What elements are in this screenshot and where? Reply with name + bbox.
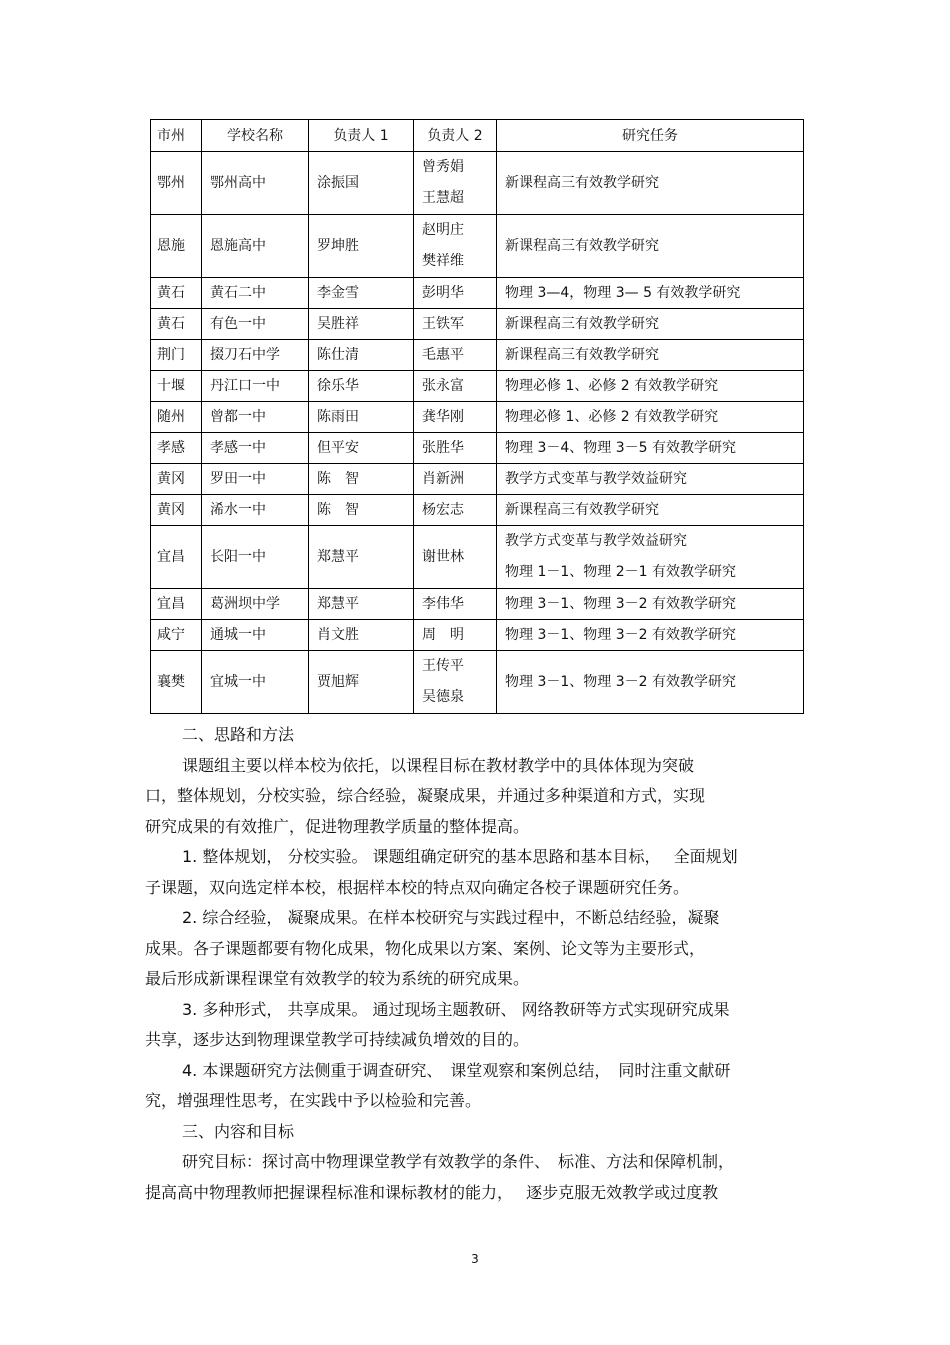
cell-lead2-line: 谢世林 (422, 548, 464, 565)
cell-lead2 (414, 589, 497, 620)
cell-school: 曾都一中 (202, 402, 309, 433)
cell-task (497, 371, 804, 402)
cell-city: 恩施 (151, 215, 202, 278)
cell-lead1: 陈仕清 (309, 340, 414, 371)
cell-task (497, 651, 804, 714)
cell-lead2-line: 龚华刚 (422, 409, 464, 425)
cell-lead2-line: 肖新洲 (422, 471, 464, 487)
table-row (151, 371, 804, 402)
cell-task-line: 物理 3—4，物理 3— 5 有效教学研究 (505, 285, 741, 301)
paragraph-line: 研究成果的有效推广，促进物理教学质量的整体提高。 (145, 816, 530, 836)
paragraph-line: 2. 综合经验， 凝聚成果。在样本校研究与实践过程中，不断总结经验，凝聚 (182, 908, 720, 927)
cell-task (497, 309, 804, 340)
cell-lead2-line: 王铁军 (422, 316, 464, 332)
page-number: 3 (471, 1252, 479, 1266)
paragraph-line: 提高高中物理教师把握课程标准和课标教材的能力， 逐步克服无效教学或过度教 (145, 1182, 719, 1202)
paragraph-line: 成果。各子课题都要有物化成果，物化成果以方案、案例、论文等为主要形式， (145, 938, 706, 958)
cell-city: 黄冈 (151, 495, 202, 526)
cell-lead2 (414, 433, 497, 464)
cell-lead1: 陈 智 (309, 464, 414, 495)
table-row (151, 152, 804, 215)
cell-lead1: 陈雨田 (309, 402, 414, 433)
cell-task (497, 340, 804, 371)
cell-task-line: 新课程高三有效教学研究 (505, 174, 659, 191)
cell-lead1: 李金雪 (309, 278, 414, 309)
table-row (151, 589, 804, 620)
cell-task-line: 物理 3－1、物理 3－2 有效教学研究 (505, 673, 736, 690)
cell-task (497, 464, 804, 495)
header-lead2: 负责人 2 (414, 120, 497, 152)
cell-task (497, 433, 804, 464)
paragraph-line: 最后形成新课程课堂有效教学的较为系统的研究成果。 (145, 969, 530, 988)
paragraph-line: 3. 多种形式， 共享成果。 通过现场主题教研、 网络教研等方式实现研究成果 (182, 999, 730, 1019)
cell-lead2 (414, 402, 497, 433)
table-row (151, 464, 804, 495)
cell-lead2-line: 毛惠平 (422, 347, 464, 363)
cell-lead1: 吴胜祥 (309, 309, 414, 340)
cell-lead2-line: 王慧超 (422, 190, 464, 206)
paragraph-line: 4. 本课题研究方法侧重于调查研究、 课堂观察和案例总结， 同时注重文献研 (182, 1060, 731, 1080)
cell-school: 罗田一中 (202, 464, 309, 495)
table-row (151, 215, 804, 278)
cell-task (497, 620, 804, 651)
cell-task (497, 278, 804, 309)
cell-lead2-line: 吴德泉 (422, 689, 464, 705)
cell-city: 黄冈 (151, 464, 202, 495)
table-row (151, 620, 804, 651)
cell-lead1: 罗坤胜 (309, 215, 414, 278)
section-heading: 二、思路和方法 (182, 725, 295, 744)
cell-task-line: 物理必修 1、必修 2 有效教学研究 (505, 378, 719, 394)
cell-lead1: 涂振国 (309, 152, 414, 215)
cell-lead2 (414, 340, 497, 371)
cell-city: 十堰 (151, 371, 202, 402)
cell-city: 襄樊 (151, 651, 202, 714)
cell-lead1: 但平安 (309, 433, 414, 464)
cell-task (497, 495, 804, 526)
cell-task-line: 物理 1－1、物理 2－1 有效教学研究 (505, 564, 736, 580)
cell-lead2 (414, 526, 497, 589)
cell-city: 宜昌 (151, 589, 202, 620)
cell-city: 黄石 (151, 278, 202, 309)
cell-school: 通城一中 (202, 620, 309, 651)
cell-lead2-line: 张胜华 (422, 440, 464, 456)
table-row (151, 495, 804, 526)
cell-school: 丹江口一中 (202, 371, 309, 402)
cell-city: 孝感 (151, 433, 202, 464)
cell-lead2-line: 樊祥维 (422, 253, 464, 269)
cell-task-line: 新课程高三有效教学研究 (505, 316, 659, 332)
cell-lead2 (414, 464, 497, 495)
cell-lead2 (414, 215, 497, 278)
cell-city: 咸宁 (151, 620, 202, 651)
cell-city: 黄石 (151, 309, 202, 340)
cell-task (497, 402, 804, 433)
cell-lead2-line: 曾秀娟 (422, 159, 464, 175)
cell-task-line: 教学方式变革与教学效益研究 (505, 533, 687, 549)
cell-school: 宜城一中 (202, 651, 309, 714)
cell-city: 随州 (151, 402, 202, 433)
cell-lead2-line: 彭明华 (422, 285, 464, 301)
cell-lead2 (414, 278, 497, 309)
header-lead1: 负责人 1 (309, 120, 414, 152)
cell-task (497, 152, 804, 215)
cell-task-line: 新课程高三有效教学研究 (505, 347, 659, 363)
cell-lead2 (414, 309, 497, 340)
paragraph-line: 研究目标：探讨高中物理课堂教学有效教学的条件、 标准、方法和保障机制， (182, 1152, 735, 1171)
cell-school: 有色一中 (202, 309, 309, 340)
cell-task-line: 物理 3－4、物理 3－5 有效教学研究 (505, 440, 736, 456)
cell-school: 葛洲坝中学 (202, 589, 309, 620)
cell-school: 孝感一中 (202, 433, 309, 464)
cell-lead2-line: 王传平 (422, 658, 464, 674)
paragraph-line: 子课题，双向选定样本校，根据样本校的特点双向确定各校子课题研究任务。 (145, 877, 690, 897)
cell-school: 掇刀石中学 (202, 340, 309, 371)
table-header-row (151, 120, 804, 152)
cell-city: 宜昌 (151, 526, 202, 589)
paragraph-line: 究，增强理性思考，在实践中予以检验和完善。 (145, 1091, 482, 1110)
header-city: 市州 (151, 120, 202, 152)
body-text (145, 720, 810, 1208)
table-row (151, 278, 804, 309)
paragraph-line: 口，整体规划，分校实验，综合经验，凝聚成果，并通过多种渠道和方式，实现 (145, 786, 706, 805)
cell-task-line: 物理必修 1、必修 2 有效教学研究 (505, 409, 719, 425)
cell-lead2 (414, 371, 497, 402)
header-task: 研究任务 (497, 120, 804, 152)
cell-task-line: 新课程高三有效教学研究 (505, 502, 659, 518)
cell-lead2 (414, 651, 497, 714)
cell-school: 鄂州高中 (202, 152, 309, 215)
cell-task (497, 526, 804, 589)
table-row (151, 526, 804, 589)
cell-lead2-line: 周 明 (422, 627, 464, 643)
cell-task-line: 物理 3－1、物理 3－2 有效教学研究 (505, 596, 736, 612)
table-row (151, 651, 804, 714)
table-row (151, 433, 804, 464)
paragraph-line: 课题组主要以样本校为依托，以课程目标在教材教学中的具体体现为突破 (182, 755, 695, 775)
cell-lead2-line: 李伟华 (422, 596, 464, 612)
cell-task (497, 589, 804, 620)
cell-task-line: 新课程高三有效教学研究 (505, 237, 659, 254)
header-school: 学校名称 (202, 120, 309, 152)
cell-lead1: 贾旭辉 (309, 651, 414, 714)
cell-city: 荆门 (151, 340, 202, 371)
table-row (151, 340, 804, 371)
paragraph-line: 1. 整体规划， 分校实验。 课题组确定研究的基本思路和基本目标， 全面规划 (182, 847, 738, 866)
cell-lead1: 肖文胜 (309, 620, 414, 651)
paragraph-line: 共享，逐步达到物理课堂教学可持续减负增效的目的。 (145, 1030, 530, 1049)
cell-lead2 (414, 152, 497, 215)
cell-task (497, 215, 804, 278)
cell-lead2-line: 杨宏志 (422, 502, 464, 518)
table-row (151, 402, 804, 433)
cell-lead1: 徐乐华 (309, 371, 414, 402)
table-row (151, 309, 804, 340)
cell-city: 鄂州 (151, 152, 202, 215)
cell-school: 浠水一中 (202, 495, 309, 526)
school-task-table (150, 119, 804, 714)
cell-lead1: 郑慧平 (309, 526, 414, 589)
cell-lead1: 郑慧平 (309, 589, 414, 620)
cell-lead2 (414, 495, 497, 526)
cell-school: 长阳一中 (202, 526, 309, 589)
cell-school: 黄石二中 (202, 278, 309, 309)
cell-school: 恩施高中 (202, 215, 309, 278)
cell-lead1: 陈 智 (309, 495, 414, 526)
cell-lead2-line: 赵明庄 (422, 222, 464, 238)
section-heading: 三、内容和目标 (182, 1121, 295, 1141)
cell-lead2 (414, 620, 497, 651)
cell-lead2-line: 张永富 (422, 378, 464, 394)
cell-task-line: 教学方式变革与教学效益研究 (505, 471, 687, 487)
cell-task-line: 物理 3－1、物理 3－2 有效教学研究 (505, 627, 736, 643)
